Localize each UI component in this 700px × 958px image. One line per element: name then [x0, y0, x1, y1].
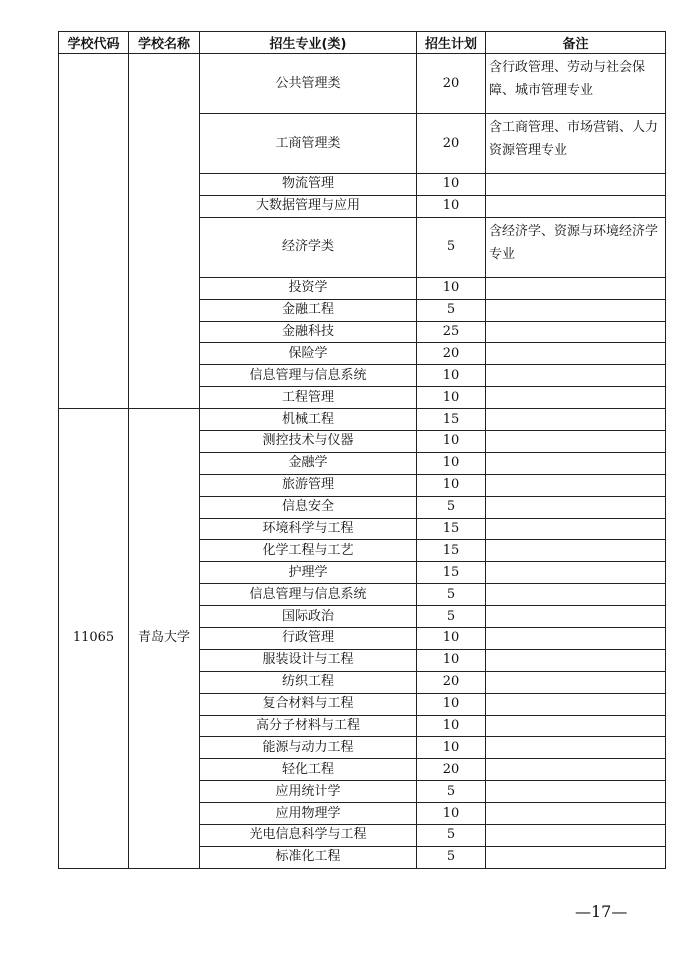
- header-plan: 招生计划: [417, 32, 486, 54]
- plan-cell: 5: [417, 496, 486, 518]
- major-cell: 保险学: [200, 343, 417, 365]
- major-cell: 测控技术与仪器: [200, 431, 417, 453]
- major-cell: 应用物理学: [200, 803, 417, 825]
- note-cell: [486, 365, 666, 387]
- note-cell: [486, 803, 666, 825]
- page-number: —17—: [575, 902, 628, 921]
- plan-cell: 15: [417, 562, 486, 584]
- note-cell: 含工商管理、市场营销、人力资源管理专业: [486, 114, 666, 174]
- note-cell: [486, 321, 666, 343]
- major-cell: 信息管理与信息系统: [200, 365, 417, 387]
- plan-cell: 10: [417, 474, 486, 496]
- note-cell: [486, 299, 666, 321]
- plan-cell: 5: [417, 584, 486, 606]
- note-cell: [486, 584, 666, 606]
- major-cell: 公共管理类: [200, 54, 417, 114]
- note-cell: [486, 518, 666, 540]
- major-cell: 投资学: [200, 277, 417, 299]
- header-school-code: 学校代码: [59, 32, 129, 54]
- major-cell: 应用统计学: [200, 781, 417, 803]
- major-cell: 金融科技: [200, 321, 417, 343]
- major-cell: 行政管理: [200, 628, 417, 650]
- major-cell: 服装设计与工程: [200, 649, 417, 671]
- note-cell: [486, 606, 666, 628]
- plan-cell: 25: [417, 321, 486, 343]
- plan-cell: 5: [417, 781, 486, 803]
- plan-cell: 10: [417, 431, 486, 453]
- school-name-cell: [129, 54, 200, 409]
- header-major: 招生专业(类): [200, 32, 417, 54]
- plan-cell: 10: [417, 195, 486, 217]
- note-cell: [486, 540, 666, 562]
- note-cell: [486, 496, 666, 518]
- admissions-table: [58, 31, 666, 869]
- plan-cell: 5: [417, 846, 486, 868]
- major-cell: 机械工程: [200, 409, 417, 431]
- plan-cell: 15: [417, 409, 486, 431]
- major-cell: 护理学: [200, 562, 417, 584]
- note-cell: [486, 452, 666, 474]
- major-cell: 复合材料与工程: [200, 693, 417, 715]
- note-cell: [486, 715, 666, 737]
- plan-cell: 20: [417, 114, 486, 174]
- note-cell: 含经济学、资源与环境经济学专业: [486, 217, 666, 277]
- header-school-name: 学校名称: [129, 32, 200, 54]
- note-cell: [486, 693, 666, 715]
- note-cell: [486, 387, 666, 409]
- plan-cell: 10: [417, 452, 486, 474]
- plan-cell: 20: [417, 671, 486, 693]
- plan-cell: 5: [417, 825, 486, 847]
- major-cell: 轻化工程: [200, 759, 417, 781]
- plan-cell: 10: [417, 715, 486, 737]
- note-cell: [486, 562, 666, 584]
- plan-cell: 15: [417, 540, 486, 562]
- major-cell: 旅游管理: [200, 474, 417, 496]
- note-cell: [486, 628, 666, 650]
- plan-cell: 20: [417, 343, 486, 365]
- plan-cell: 10: [417, 174, 486, 196]
- note-cell: [486, 174, 666, 196]
- note-cell: [486, 846, 666, 868]
- major-cell: 纺织工程: [200, 671, 417, 693]
- header-notes: 备注: [486, 32, 666, 54]
- note-cell: [486, 277, 666, 299]
- plan-cell: 10: [417, 387, 486, 409]
- table-row: [59, 54, 666, 114]
- plan-cell: 5: [417, 217, 486, 277]
- school-code-cell: [59, 54, 129, 409]
- note-cell: [486, 474, 666, 496]
- plan-cell: 10: [417, 803, 486, 825]
- note-cell: [486, 781, 666, 803]
- major-cell: 信息管理与信息系统: [200, 584, 417, 606]
- plan-cell: 20: [417, 759, 486, 781]
- major-cell: 工程管理: [200, 387, 417, 409]
- note-cell: [486, 195, 666, 217]
- note-cell: [486, 343, 666, 365]
- plan-cell: 15: [417, 518, 486, 540]
- major-cell: 物流管理: [200, 174, 417, 196]
- note-cell: [486, 431, 666, 453]
- note-cell: [486, 737, 666, 759]
- school-code-cell: 11065: [59, 409, 129, 869]
- plan-cell: 10: [417, 365, 486, 387]
- table-header-row: [59, 32, 666, 54]
- major-cell: 光电信息科学与工程: [200, 825, 417, 847]
- major-cell: 高分子材料与工程: [200, 715, 417, 737]
- school-name-cell: 青岛大学: [129, 409, 200, 869]
- note-cell: 含行政管理、劳动与社会保障、城市管理专业: [486, 54, 666, 114]
- plan-cell: 20: [417, 54, 486, 114]
- plan-cell: 10: [417, 628, 486, 650]
- plan-cell: 10: [417, 277, 486, 299]
- plan-cell: 10: [417, 693, 486, 715]
- major-cell: 金融学: [200, 452, 417, 474]
- major-cell: 工商管理类: [200, 114, 417, 174]
- note-cell: [486, 649, 666, 671]
- plan-cell: 5: [417, 299, 486, 321]
- major-cell: 经济学类: [200, 217, 417, 277]
- plan-cell: 10: [417, 737, 486, 759]
- plan-cell: 5: [417, 606, 486, 628]
- note-cell: [486, 409, 666, 431]
- note-cell: [486, 825, 666, 847]
- major-cell: 信息安全: [200, 496, 417, 518]
- major-cell: 能源与动力工程: [200, 737, 417, 759]
- major-cell: 金融工程: [200, 299, 417, 321]
- note-cell: [486, 671, 666, 693]
- plan-cell: 10: [417, 649, 486, 671]
- major-cell: 标准化工程: [200, 846, 417, 868]
- table-row: [59, 409, 666, 431]
- note-cell: [486, 759, 666, 781]
- major-cell: 环境科学与工程: [200, 518, 417, 540]
- major-cell: 化学工程与工艺: [200, 540, 417, 562]
- major-cell: 大数据管理与应用: [200, 195, 417, 217]
- major-cell: 国际政治: [200, 606, 417, 628]
